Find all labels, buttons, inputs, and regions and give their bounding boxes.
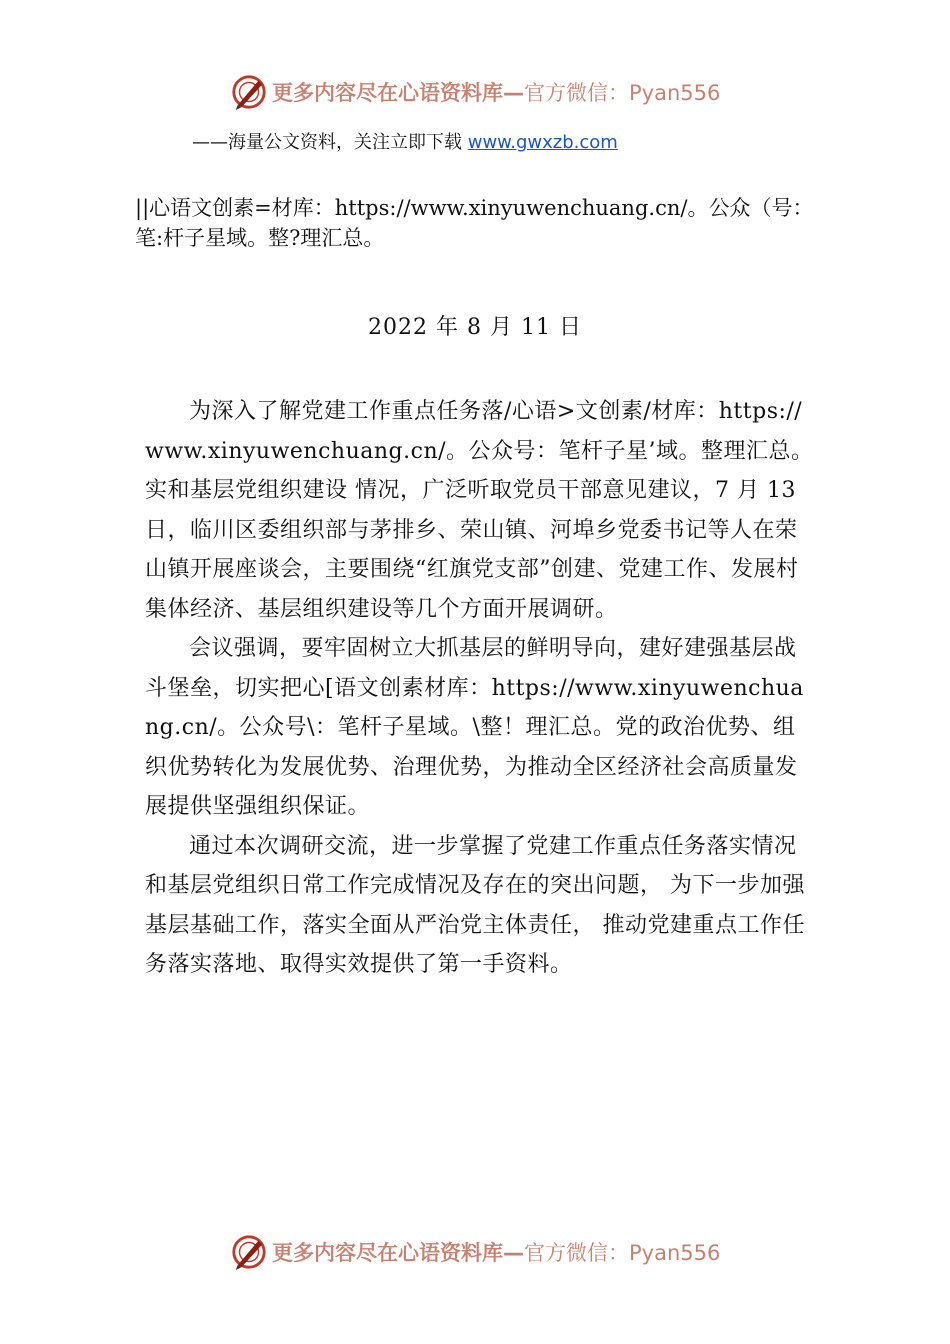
document-date: 2022 年 8 月 11 日: [368, 315, 582, 340]
footer-wechat-text: 官方微信：Pyan556: [524, 1241, 721, 1265]
banner-wechat-text: 官方微信：Pyan556: [524, 81, 721, 105]
document-body: [145, 392, 815, 985]
download-link[interactable]: www.gwxzb.com: [467, 132, 618, 153]
download-subline: [192, 128, 618, 154]
pen-logo-icon: [230, 73, 268, 111]
subline-prefix: ——海量公文资料，关注立即下载: [192, 132, 468, 153]
paragraph: 会议强调，要牢固树立大抓基层的鲜明导向，建好建强基层战斗堡垒，切实把心[语文创素材库：https://www.xinyuwenchuang.cn/。公众号\：笔杆子星域。\整！理汇总。党的政治优势、组织优势转化为发展优势、治理优势，为推动全区经济社会高质量发展提供坚强组织保证。: [145, 636, 804, 819]
paragraph: 为深入了解党建工作重点任务落/心语>文创素/材库：https://www.xinyuwenchuang.cn/。公众号：笔杆子星’域。整理汇总。实和基层党组织建设 情况，广泛听取党员干部意见建议，7 月 13 日，临川区委组织部与茅排乡、荣山镇、河埠乡党委书记等人在荣山镇开展座谈会，主要围绕“红旗党支部”创建、党建工作、发展村集体经济、基层组织建设等几个方面开展调研。: [145, 399, 814, 622]
intro-line: ||心语文创素=材库：https://www.xinyuwenchuang.cn/。公众（号：笔:杆子星域。整?理汇总。: [135, 196, 814, 250]
pen-logo-icon: [230, 1233, 268, 1271]
banner-main-text: 更多内容尽在心语资料库—: [272, 81, 524, 105]
header-banner: [0, 70, 950, 114]
footer-main-text: 更多内容尽在心语资料库—: [272, 1241, 524, 1265]
paragraph: 通过本次调研交流，进一步掌握了党建工作重点任务落实情况和基层党组织日常工作完成情况及存在的突出问题， 为下一步加强基层基础工作，落实全面从严治党主体责任， 推动党建重点工作任务落实落地、取得实效提供了第一手资料。: [145, 833, 805, 977]
footer-banner: [0, 1230, 950, 1274]
